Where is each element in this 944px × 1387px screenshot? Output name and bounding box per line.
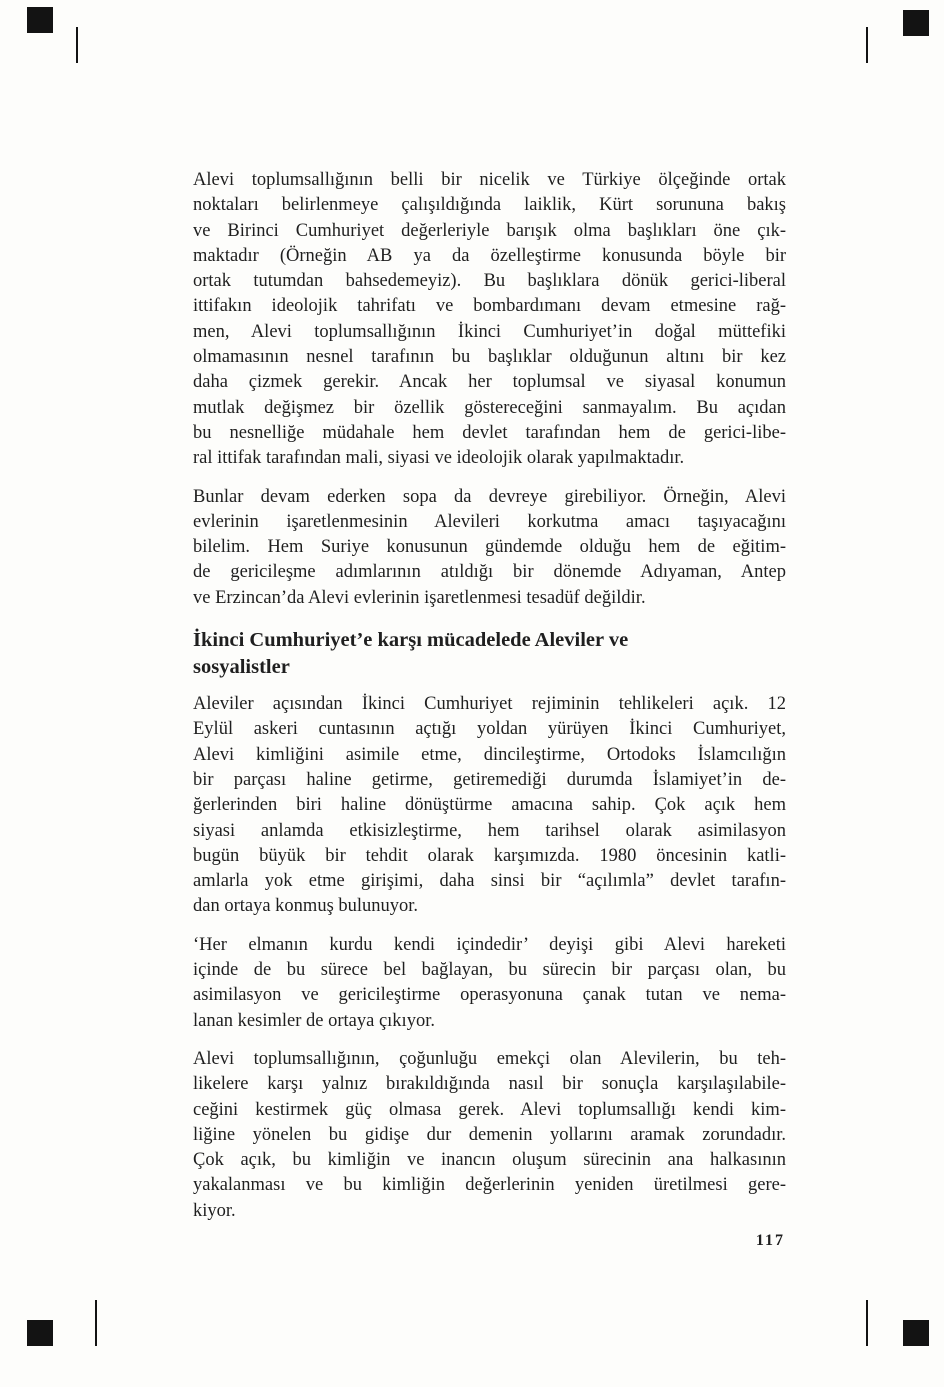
text-line: kiyor. <box>193 1200 236 1221</box>
section-heading <box>193 627 786 681</box>
text-line: Çok açık, bu kimliğin ve inancın oluşum sürecinin ana halkasının <box>193 1150 786 1171</box>
text-line: Aleviler açısından İkinci Cumhuriyet rejiminin tehlikeleri açık. 12 <box>193 694 786 715</box>
text-line: maktadır (Örneğin AB ya da özelleştirme konusunda böyle bir <box>193 245 786 266</box>
paragraph <box>193 933 786 1034</box>
crop-mark-bottom-left <box>95 1300 97 1346</box>
text-line: ğerlerinden biri haline dönüştürme amacına sahip. Çok açık hem <box>193 795 786 816</box>
paragraph <box>193 692 786 920</box>
text-line: içinde de bu sürece bel bağlayan, bu sürecin bir parçası olan, bu <box>193 960 786 981</box>
text-line: ortak tutumdan bahsedemeyiz). Bu başlıklara dönük gerici-liberal <box>193 271 786 292</box>
text-line: de gericileşme adımlarının atıldığı bir dönemde Adıyaman, Antep <box>193 562 786 583</box>
text-line: liğine yönelen bu gidişe dur demenin yollarını aramak zorundadır. <box>193 1124 786 1145</box>
text-line: amlarla yok etme girişimi, daha sinsi bir “açılımla” devlet tarafın- <box>193 871 786 892</box>
text-line: bu nesnelliğe müdahale hem devlet tarafından hem de gerici-libe- <box>193 422 786 443</box>
text-line: lanan kesimler de ortaya çıkıyor. <box>193 1010 435 1031</box>
text-line: ve Erzincan’da Alevi evlerinin işaretlenmesi tesadüf değildir. <box>193 587 646 608</box>
text-line: noktaları belirlenmeye çalışıldığında laiklik, Kürt sorununa bakış <box>193 195 786 216</box>
registration-square-top-left <box>27 7 53 33</box>
text-line: yakalanması ve bu kimliğin değerlerinin yeniden üretilmesi gere- <box>193 1175 786 1196</box>
text-line: Alevi toplumsallığının belli bir nicelik ve Türkiye ölçeğinde ortak <box>193 170 786 190</box>
crop-mark-top-left <box>76 27 78 63</box>
text-line: Alevi kimliğini asimile etme, dincileştirme, Ortodoks İslamcılığın <box>193 744 786 765</box>
text-line: men, Alevi toplumsallığının İkinci Cumhuriyet’in doğal müttefiki <box>193 321 786 342</box>
page-number: 117 <box>755 1232 785 1249</box>
text-line: bir parçası haline getirme, getiremediği durumda İslamiyet’in de- <box>193 769 786 790</box>
registration-square-top-right <box>903 10 929 36</box>
text-line: mutlak değişmez bir özellik göstereceğini sanmayalım. Bu açıdan <box>193 397 786 418</box>
crop-mark-top-right <box>866 27 868 63</box>
paragraph <box>193 485 786 611</box>
text-line: İkinci Cumhuriyet’e karşı mücadelede Aleviler ve <box>193 629 629 652</box>
text-line: ‘Her elmanın kurdu kendi içindedir’ deyişi gibi Alevi hareketi <box>193 934 786 955</box>
text-line: ral ittifak tarafından mali, siyasi ve ideolojik olarak yapılmaktadır. <box>193 448 685 469</box>
text-line: sosyalistler <box>193 656 290 679</box>
text-line: olmamasının nesnel tarafının bu başlıklar olduğunun altını bir kez <box>193 347 786 368</box>
text-line: evlerinin işaretlenmesinin Alevileri korkutma amacı taşıyacağını <box>193 511 786 532</box>
text-line: dan ortaya konmuş bulunuyor. <box>193 896 419 917</box>
text-line: ve Birinci Cumhuriyet değerleriyle barışık olma başlıkları öne çık- <box>193 220 786 241</box>
text-line: Eylül askeri cuntasının açtığı yoldan yürüyen İkinci Cumhuriyet, <box>193 719 786 740</box>
text-line: ittifakın ideolojik tahrifatı ve bombardımanı devam etmesine rağ- <box>193 296 786 317</box>
registration-square-bottom-left <box>27 1320 53 1346</box>
text-line: bugün büyük bir tehdit olarak karşımızda. 1980 öncesinin katli- <box>193 845 786 866</box>
text-line: ceğini kestirmek güç olmasa gerek. Alevi toplumsallığı kendi kim- <box>193 1099 786 1120</box>
paragraph <box>193 168 786 472</box>
text-line: asimilasyon ve gericileştirme operasyonuna çanak tutan ve nema- <box>193 985 786 1006</box>
text-line: Alevi toplumsallığının, çoğunluğu emekçi olan Alevilerin, bu teh- <box>193 1048 786 1069</box>
text-line: daha çizmek gerekir. Ancak her toplumsal ve siyasal konumun <box>193 372 786 393</box>
text-line: siyasi anlamda etkisizleştirme, hem tarihsel olarak asimilasyon <box>193 820 786 841</box>
paragraph <box>193 1047 786 1224</box>
text-block <box>193 168 786 1237</box>
registration-square-bottom-right <box>903 1320 929 1346</box>
crop-mark-bottom-right <box>866 1300 868 1346</box>
text-line: bilelim. Hem Suriye konusunun gündemde olduğu hem de eğitim- <box>193 537 786 558</box>
text-line: Bunlar devam ederken sopa da devreye girebiliyor. Örneğin, Alevi <box>193 486 786 507</box>
text-line: likelere karşı yalnız bırakıldığında nasıl bir sonuçla karşılaşılabile- <box>193 1074 786 1095</box>
